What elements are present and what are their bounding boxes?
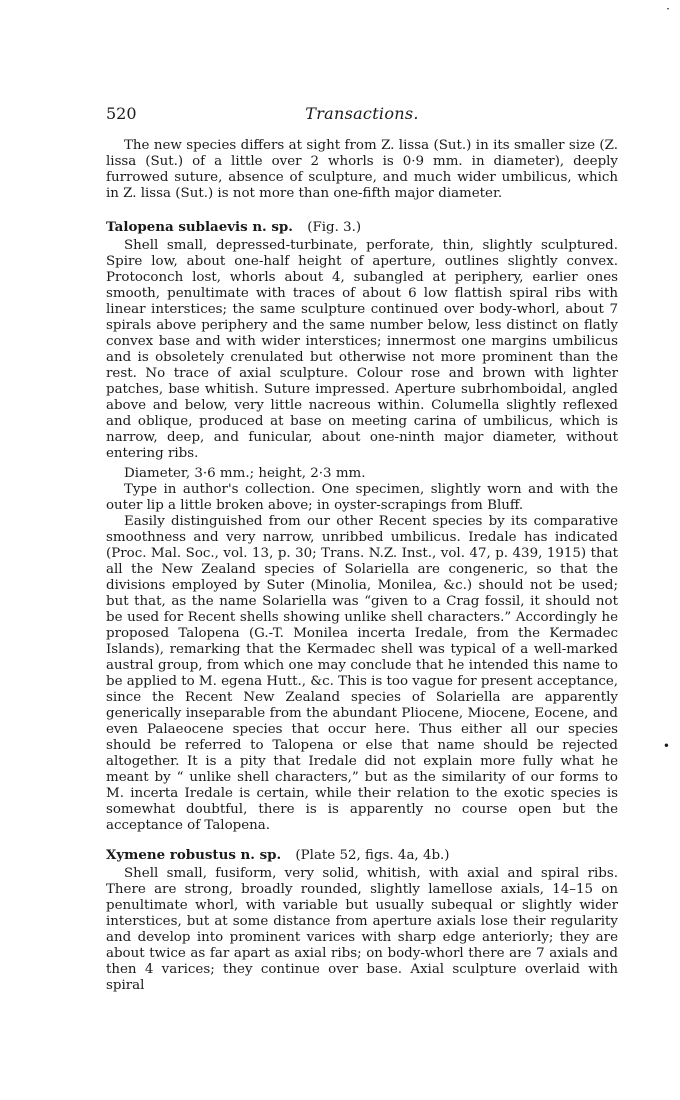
xymene-body [106, 866, 618, 994]
species-heading-xymene [106, 847, 618, 864]
figure-reference: (Fig. 3.) [307, 220, 362, 235]
xymene-description: Shell small, fusiform, very solid, whitish, with axial and spiral ribs. There are strong, broadly rounded, slightly lamellose axials, 14–15 on penultimate whorl, with variable but usually subequal or slightly wider interstices, but at some distance from aperture axials lose their regularity and develop into prominent varices with sharp edge anteriorly; they are about twice as far apart as axial ribs; on body-whorl there are 7 axials and then 4 varices; they continue over base. Axial sculpture overlaid with spiral [106, 866, 618, 993]
talopena-body [106, 238, 618, 834]
page-header [106, 104, 618, 124]
talopena-dimensions: Diameter, 3·6 mm.; height, 2·3 mm. [124, 466, 366, 481]
species-heading-talopena [106, 219, 618, 236]
talopena-type-note: Type in author's collection. One specimen, slightly worn and with the outer lip a little broken above; in oyster-scrapings from Bluff. [106, 482, 618, 513]
page-number: 520 [106, 104, 137, 123]
corner-mark: · [666, 2, 670, 16]
talopena-discussion: Easily distinguished from our other Recent species by its comparative smoothness and very narrow, unribbed umbilicus. Iredale has indicated (Proc. Mal. Soc., vol. 13, p. 30; Trans. N.Z. Inst., vol. 47, p. 439, 1915) that all the New Zealand species of Solariella are congeneric, so that the divisions employed by Suter (Minolia, Monilea, &c.) should not be used; but that, as the name Solariella was “given to a Crag fossil, it should not be used for Recent shells showing unlike shell characters.” Accordingly he proposed Talopena (G.-T. Monilea incerta Iredale, from the Kermadec Islands), remarking that the Kermadec shell was typical of a well-marked austral group, from which one may conclude that he intended this name to be applied to M. egena Hutt., &c. This is too vague for present acceptance, since the Recent New Zealand species of Solariella are apparently generically inseparable from the abundant Pliocene, Miocene, Eocene, and even Palaeocene species that occur here. Thus either all our species should be referred to Talopena or else that name should be rejected altogether. It is a pity that Iredale did not explain more fully what he meant by “ unlike shell characters,” but as the similarity of our forms to M. incerta Iredale is certain, while their relation to the exotic species is somewhat doubtful, there is is apparently no course open but the acceptance of Talopena. [106, 514, 619, 833]
margin-bullet: • [662, 739, 670, 753]
running-title: Transactions. [305, 104, 419, 123]
figure-reference: (Plate 52, figs. 4a, 4b.) [295, 848, 450, 863]
intro-text: The new species differs at sight from Z. lissa (Sut.) in its smaller size (Z. lissa (Sut.) of a little over 2 whorls is 0·9 mm. in diameter), deeply furrowed suture, absence of sculpture, and much wider umbilicus, which in Z. lissa (Sut.) is not more than one-fifth major diameter. [106, 138, 618, 201]
species-title: Xymene robustus n. sp. [106, 847, 282, 863]
species-title: Talopena sublaevis n. sp. [106, 219, 293, 235]
intro-paragraph [106, 138, 618, 202]
talopena-description: Shell small, depressed-turbinate, perforate, thin, slightly sculptured. Spire low, about one-half height of aperture, outlines slightly convex. Protoconch lost, whorls about 4, subangled at periphery, earlier ones smooth, penultimate with traces of about 6 low flattish spiral ribs with linear interstices; the same sculpture continued over body-whorl, about 7 spirals above periphery and the same number below, less distinct on flatly convex base and with wider interstices; innermost one margins umbilicus and is obsoletely crenulated but otherwise not more prominent than the rest. No trace of axial sculpture. Colour rose and brown with lighter patches, base whitish. Suture impressed. Aperture subrhomboidal, angled above and below, very little nacreous within. Columella slightly reflexed and oblique, produced at base on meeting carina of umbilicus, which is narrow, deep, and funicular, about one-ninth major diameter, without entering ribs. [106, 238, 618, 461]
